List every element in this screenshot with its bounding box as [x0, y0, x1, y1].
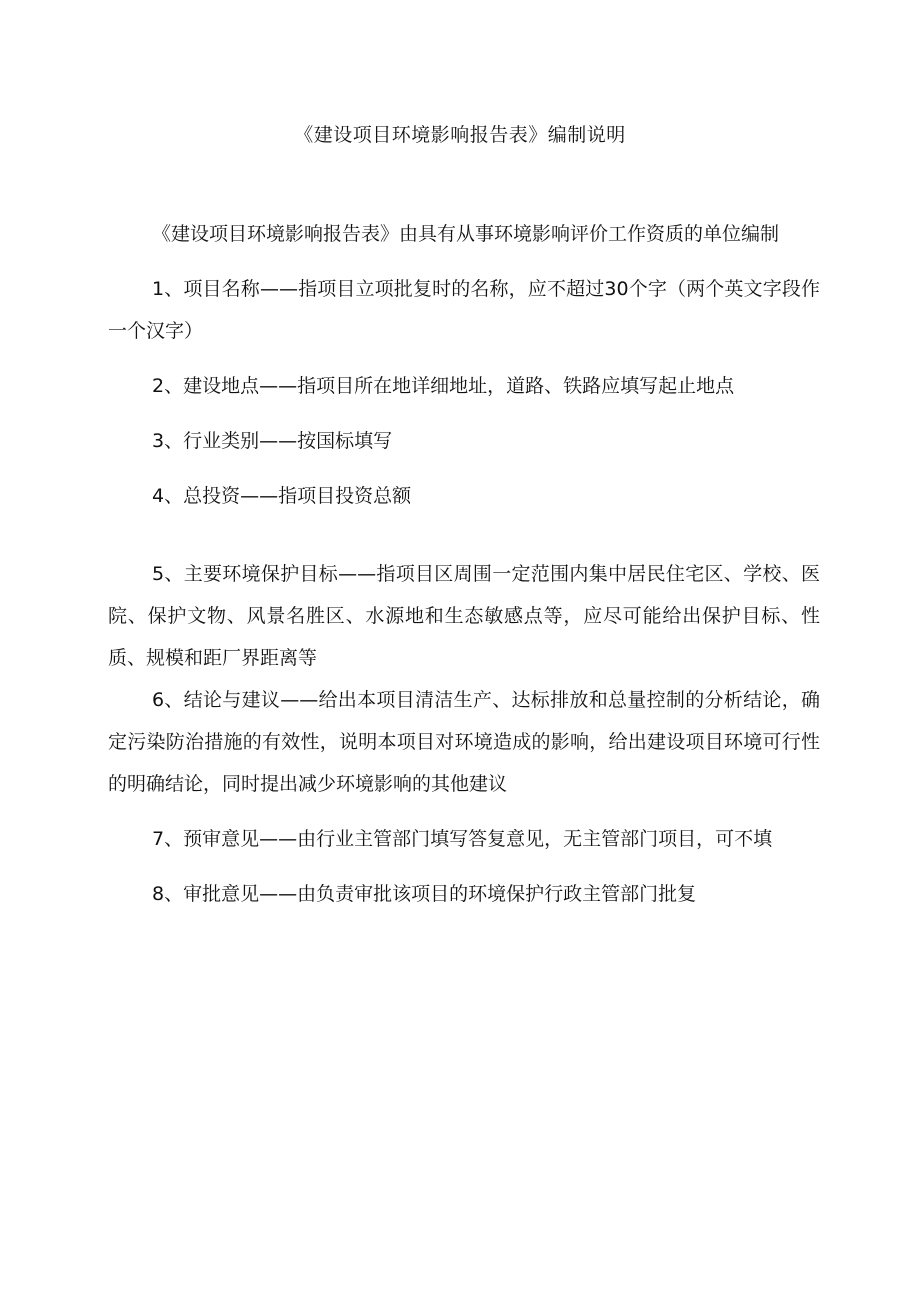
- item-protection-targets: 5、主要环境保护目标——指项目区周围一定范围内集中居民住宅区、学校、医院、保护文物、风景名胜区、水源地和生态敏感点等，应尽可能给出保护目标、性质、规模和距厂界距离等: [108, 563, 820, 669]
- item-total-investment: 4、总投资——指项目投资总额: [152, 485, 412, 507]
- item-industry-category: 3、行业类别——按国标填写: [152, 430, 393, 452]
- intro-paragraph: 《建设项目环境影响报告表》由具有从事环境影响评价工作资质的单位编制: [152, 223, 780, 245]
- item-construction-site: 2、建设地点——指项目所在地详细地址，道路、铁路应填写起止地点: [152, 375, 735, 397]
- document-title: 《建设项目环境影响报告表》编制说明: [294, 124, 626, 146]
- item-approval: 8、审批意见——由负责审批该项目的环境保护行政主管部门批复: [152, 883, 697, 905]
- item-project-name: 1、项目名称——指项目立项批复时的名称，应不超过30个字（两个英文字段作一个汉字）: [108, 278, 820, 342]
- item-conclusions: 6、结论与建议——给出本项目清洁生产、达标排放和总量控制的分析结论，确定污染防治措施的有效性，说明本项目对环境造成的影响，给出建设项目环境可行性的明确结论，同时提出减少环境影响的其他建议: [108, 689, 820, 795]
- document-body: [108, 213, 820, 915]
- item-pre-review: 7、预审意见——由行业主管部门填写答复意见，无主管部门项目，可不填: [152, 828, 773, 850]
